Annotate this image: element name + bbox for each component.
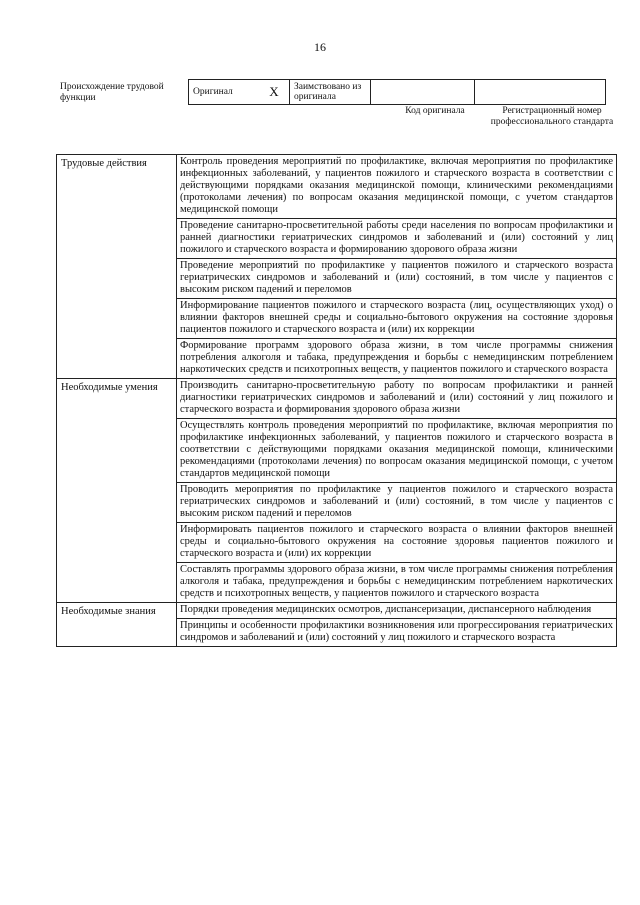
list-item: Составлять программы здорового образа жизни, в том числе программы снижения потребления алкоголя и табака, предупреждения и борьбы с немедицинским потреблением наркотических средств и психотропных веществ, у пациентов пожилого и старческого возраста [177, 563, 617, 603]
reg-caption: Регистрационный номер профессионального стандарта [490, 106, 614, 127]
original-code-cell [371, 80, 475, 105]
section-title: Необходимые знания [57, 603, 177, 647]
functions-table [56, 154, 617, 647]
list-item: Информировать пациентов пожилого и старческого возраста о влиянии факторов внешней среды и социально-бытового окружения на состояние здоровья пациентов пожилого и старческого возраста и (или) их коррекции [177, 523, 617, 563]
section-title: Трудовые действия [57, 155, 177, 379]
list-item: Производить санитарно-просветительную работу по вопросам профилактики и ранней диагностики гериатрических синдромов и заболеваний и (или) состояний у лиц пожилого и старческого возраста и формирования здорового образа жизни [177, 379, 617, 419]
table-row [57, 379, 617, 419]
origin-label: Происхождение трудовой функции [60, 82, 164, 103]
page-number: 16 [314, 40, 326, 54]
list-item: Проводить мероприятия по профилактике у пациентов пожилого и старческого возраста гериатрических синдромов и заболеваний и (или) состояний, в том числе у пациентов с высоким риском падений и переломов [177, 483, 617, 523]
section-title: Необходимые умения [57, 379, 177, 603]
list-item: Контроль проведения мероприятий по профилактике, включая мероприятия по профилактике инфекционных заболеваний, у пациентов пожилого и старческого возраста в соответствии с действующими порядками оказания медицинской помощи, клиническими рекомендациями (протоколами лечения) по вопросам оказания медицинской помощи, с учетом стандартов медицинской помощи [177, 155, 617, 219]
original-mark: X [259, 80, 290, 105]
list-item: Порядки проведения медицинских осмотров, диспансеризации, диспансерного наблюдения [177, 603, 617, 619]
borrowed-cell: Заимствовано из оригинала [290, 80, 371, 105]
original-cell: Оригинал [189, 80, 260, 105]
list-item: Осуществлять контроль проведения мероприятий по профилактике, включая мероприятия по профилактике инфекционных заболеваний, у пациентов пожилого и старческого возраста в соответствии с действующими порядками оказания медицинской помощи, клиническими рекомендациями (протоколами лечения) по вопросам оказания медицинской помощи, с учетом стандартов медицинской помощи [177, 419, 617, 483]
list-item: Принципы и особенности профилактики возникновения или прогрессирования гериатрических синдромов и заболеваний и (или) состояний у лиц пожилого и старческого возраста [177, 619, 617, 647]
registration-number-cell [475, 80, 606, 105]
list-item: Информирование пациентов пожилого и старческого возраста (лиц, осуществляющих уход) о влиянии факторов внешней среды и социально-бытового окружения на состояние здоровья пациентов пожилого и старческого возраста и (или) их коррекции [177, 299, 617, 339]
origin-table [188, 79, 606, 105]
list-item: Проведение мероприятий по профилактике у пациентов пожилого и старческого возраста гериатрических синдромов и заболеваний и (или) состояний, в том числе у пациентов с высоким риском падений и переломов [177, 259, 617, 299]
code-caption: Код оригинала [405, 106, 465, 116]
table-row [57, 155, 617, 219]
list-item: Формирование программ здорового образа жизни, в том числе программы снижения потребления алкоголя и табака, предупреждения и борьбы с немедицинским потреблением наркотических средств и психотропных веществ, у пациентов пожилого и старческого возраста [177, 339, 617, 379]
table-row [57, 603, 617, 619]
list-item: Проведение санитарно-просветительной работы среди населения по вопросам профилактики и ранней диагностики гериатрических синдромов и заболеваний и (или) состояний у лиц пожилого и старческого возраста и формированию здорового образа жизни [177, 219, 617, 259]
